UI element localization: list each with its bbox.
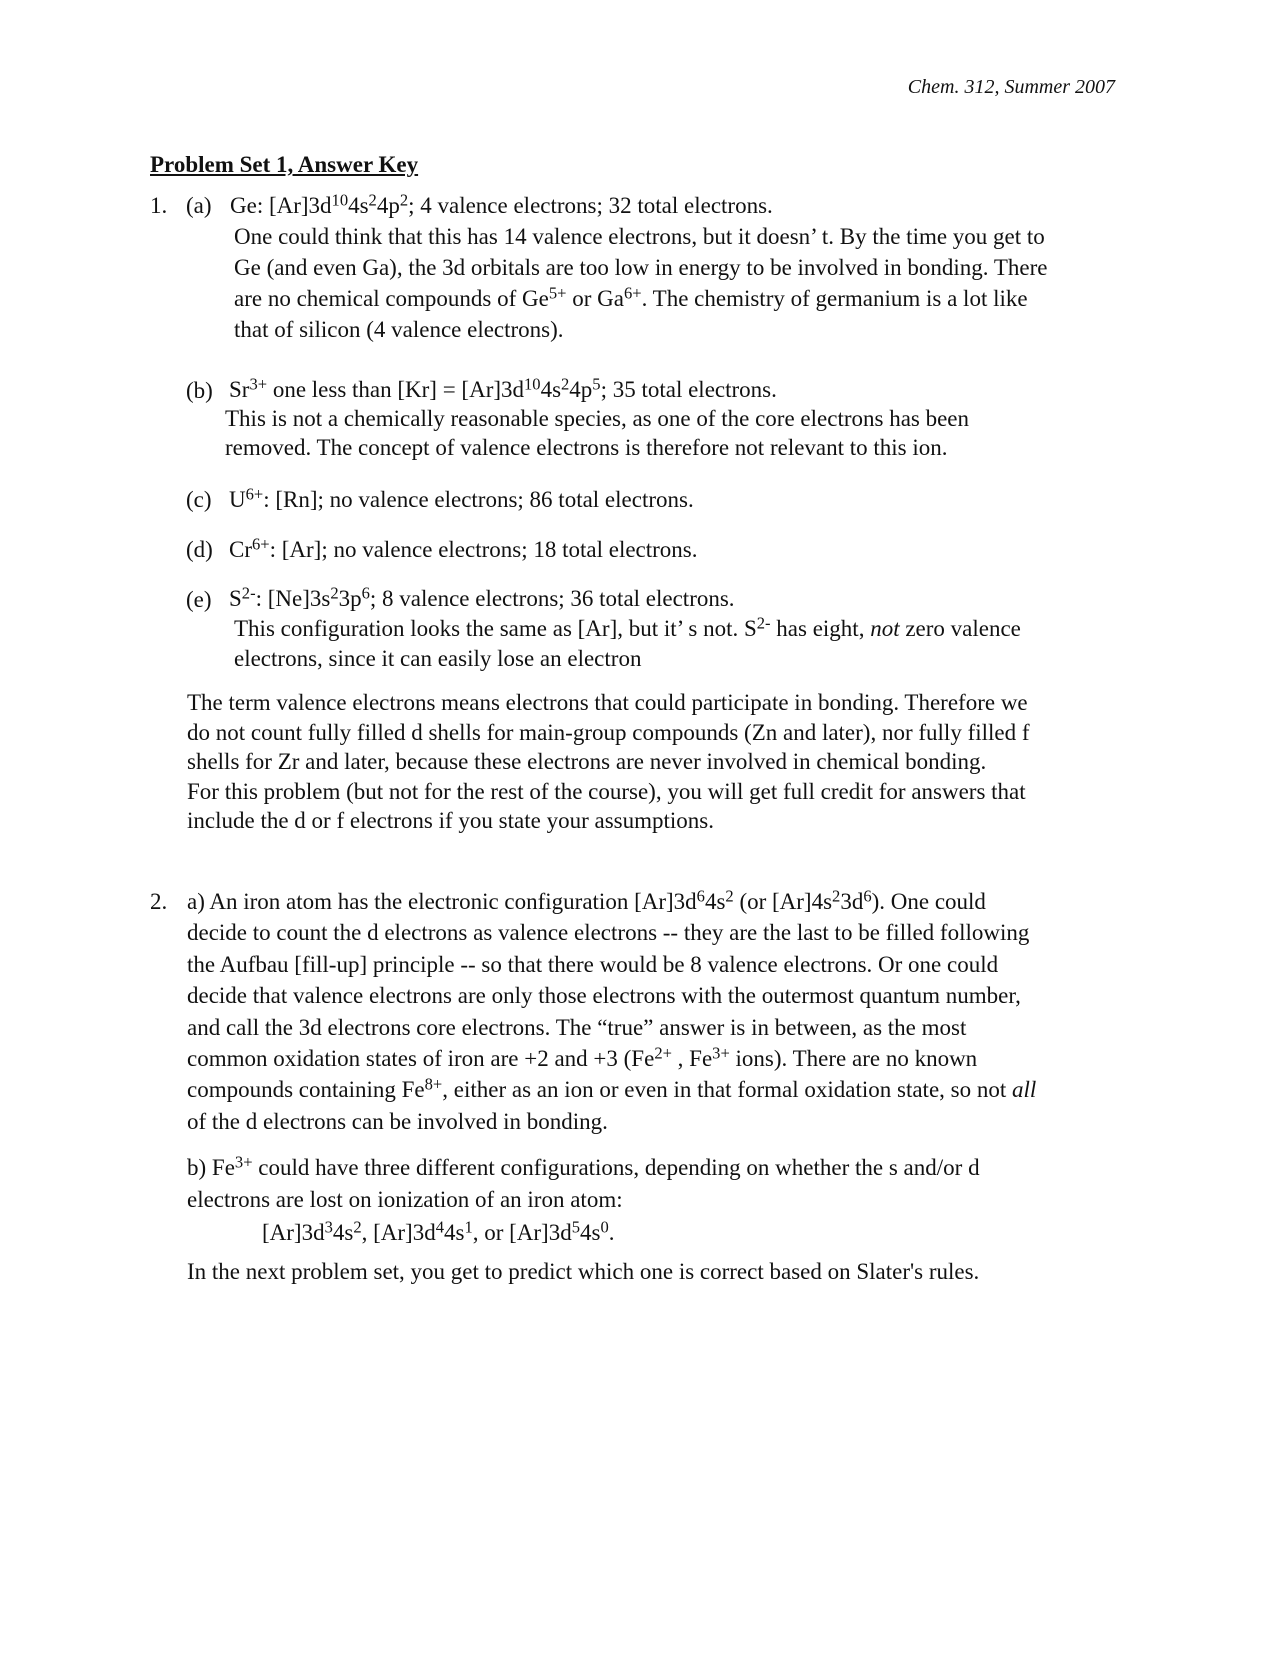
q2-a-answer: a) An iron atom has the electronic configuration $[Ar]3d^64s^2$ (or $[Ar]4s^23d^6$). One could decide to count the d electrons as valence electrons -- they are the last to be filled following the Aufbau [fill-up] principle -- so that there would be 8 valence electrons. Or one could decide that valence electrons are only those electrons with the outermost quantum number, and call the 3d electrons core electrons. The “true” answer is in between, as the most common oxidation states of iron are +2 and +3 ($Fe^{2+}$ , $Fe^{3+}$ ions). There are no known compounds containing $Fe^{8+}$, either as an ion or even in that formal oxidation state, so not all of the d electrons can be involved in bonding.: [187, 886, 1037, 1134]
q2-b-answer: b) $Fe^{3+}$ could have three different configurations, depending on whether the s and/or d electrons are lost on ionization of an iron atom:: [187, 1152, 980, 1212]
q1-a-explanation: One could think that this has 14 valence electrons, but it doesn’ t. By the time you get to Ge (and even Ga), the 3d orbitals are too low in energy to be involved in bonding. There are no chemical compounds of $Ge^{5+}$ or $Ga^{6+}$. The chemistry of germanium is a lot like that of silicon (4 valence electrons).: [234, 224, 1048, 342]
page-title: Problem Set 1, Answer Key: [150, 152, 419, 177]
q1-d-answer: $Cr^{6+}$: [Ar]; no valence electrons; 18 total electrons.: [229, 534, 698, 562]
q2-b-closing-note: In the next problem set, you get to predict which one is correct based on Slater's rules.: [187, 1259, 980, 1284]
q2-b-configurations: $[Ar]3d^34s^2$, $[Ar]3d^44s^1$, or $[Ar]3d^54s^0$.: [262, 1217, 615, 1245]
q1-b-answer: $Sr^{3+}$ one less than $[Kr] = [Ar]3d^{10}4s^24p^5$; 35 total electrons. This is not a chemically reasonable species, as one of the core electrons has been removed. The concept of valence electrons is therefore not relevant to this ion.: [225, 374, 970, 460]
q1-valence-note: The term valence electrons means electrons that could participate in bonding. Therefore we do not count fully filled d shells for main-group compounds (Zn and later), nor fully filled f shells for Zr and later, because these electrons are never involved in chemical bonding. For this problem (but not for the rest of the course), you will get full credit for answers that include the d or f electrons if you state your assumptions.: [187, 690, 1030, 833]
q1-e-answer: $S^{2-}$: $[Ne]3s^23p^6$; 8 valence electrons; 36 total electrons. This configuration looks the same as [Ar], but it’ s not. $S^{2-}$ has eight, not zero valence electrons, since it can easily lose an electron: [229, 583, 1021, 671]
q1-a-label: (a): [186, 193, 212, 218]
q1-c-answer: $U^{6+}$: [Rn]; no valence electrons; 86 total electrons.: [229, 484, 694, 512]
q1-c-label: (c): [186, 487, 212, 512]
q1-e-label: (e): [186, 587, 212, 612]
question-2-number: 2.: [150, 889, 168, 914]
q1-b-label: (b): [186, 378, 213, 403]
q1-a-answer: [230, 190, 773, 221]
q1-a-line-1: Ge: $[Ar]3d^{10}4s^24p^2$; 4 valence electrons; 32 total electrons.: [230, 190, 773, 218]
course-header: Chem. 312, Summer 2007: [907, 76, 1115, 98]
q1-d-label: (d): [186, 537, 213, 562]
question-1-number: 1.: [150, 193, 168, 218]
